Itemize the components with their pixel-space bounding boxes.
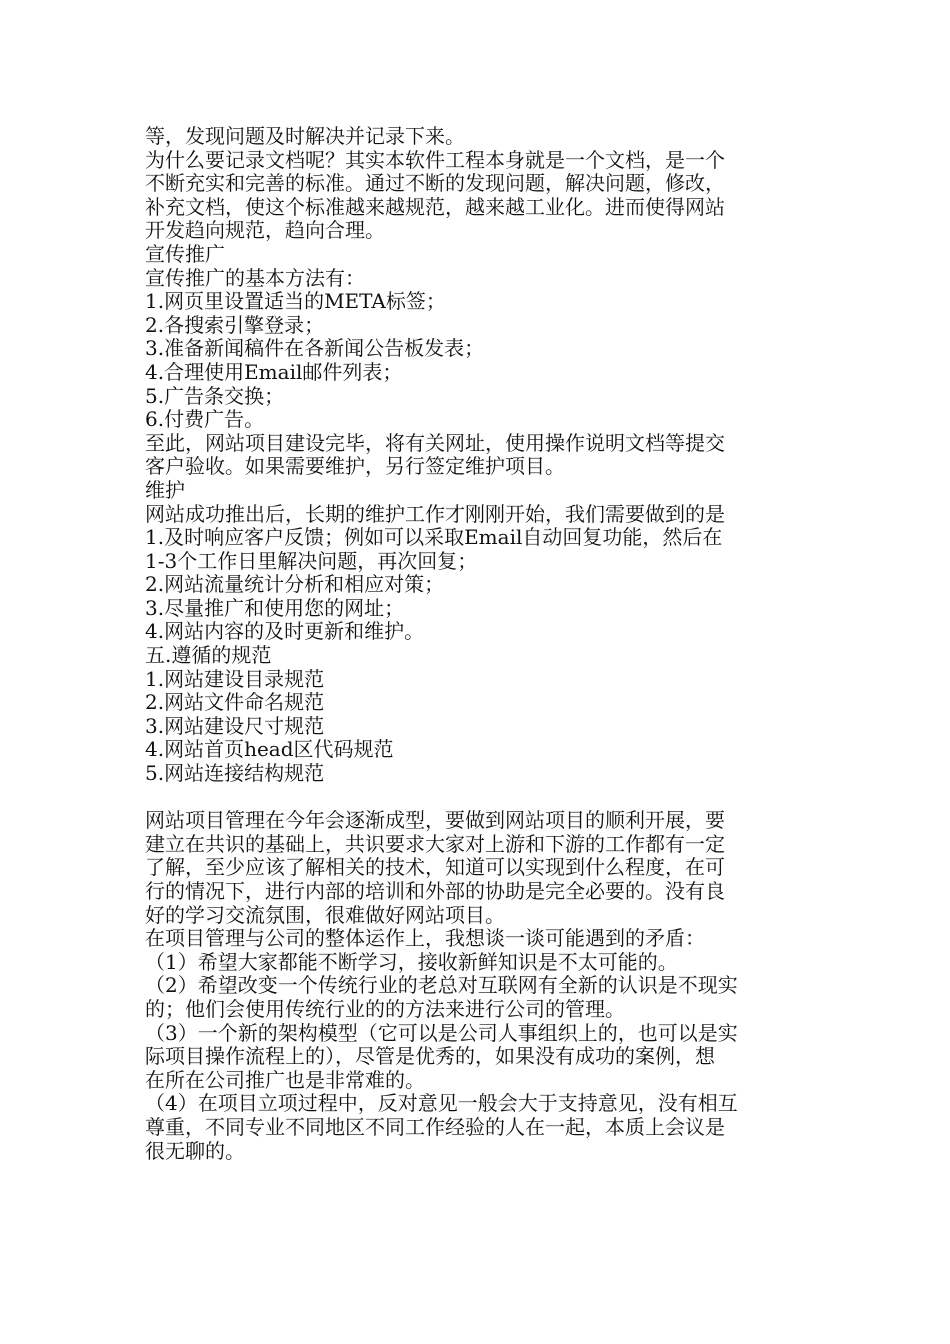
text-line: 等，发现问题及时解决并记录下来。	[145, 124, 465, 148]
list-item: 3.准备新闻稿件在各新闻公告板发表；	[145, 336, 485, 361]
text-line: 的；他们会使用传统行业的的方法来进行公司的管理。	[145, 996, 625, 1021]
list-item: 6.付费广告。	[145, 407, 265, 432]
list-item: 1.网页里设置适当的META标签；	[145, 289, 446, 314]
list-item: 3.尽量推广和使用您的网址；	[145, 595, 405, 620]
text-line: 不断充实和完善的标准。通过不断的发现问题，解决问题，修改，	[145, 171, 725, 196]
text-line: 在所在公司推广也是非常难的。	[145, 1067, 425, 1092]
text-line: 补充文档，使这个标准越来越规范，越来越工业化。进而使得网站	[145, 194, 725, 219]
text-line: 尊重，不同专业不同地区不同工作经验的人在一起，本质上会议是	[145, 1114, 725, 1139]
list-item: 1-3个工作日里解决问题，再次回复；	[145, 548, 478, 573]
document-body	[145, 125, 810, 1163]
list-item: 5.网站连接结构规范	[145, 761, 325, 786]
list-item: 1.及时响应客户反馈；例如可以采取Email自动回复功能，然后在	[145, 525, 723, 550]
list-item: 2.各搜索引擎登录；	[145, 312, 325, 337]
list-item: 2.网站流量统计分析和相应对策；	[145, 572, 445, 597]
list-item: 3.网站建设尺寸规范	[145, 713, 325, 738]
list-item: （3）一个新的架构模型（它可以是公司人事组织上的，也可以是实	[145, 1020, 738, 1045]
text-line: 至此，网站项目建设完毕，将有关网址，使用操作说明文档等提交	[145, 430, 725, 455]
list-item: 4.网站首页head区代码规范	[145, 737, 394, 762]
list-item: 5.广告条交换；	[145, 383, 285, 408]
section-heading: 宣传推广	[145, 241, 225, 266]
list-item: （2）希望改变一个传统行业的老总对互联网有全新的认识是不现实	[145, 973, 738, 998]
text-line: 在项目管理与公司的整体运作上，我想谈一谈可能遇到的矛盾：	[145, 926, 705, 951]
text-line: 开发趋向规范，趋向合理。	[145, 218, 385, 243]
section-heading: 五.遵循的规范	[145, 643, 272, 668]
text-line: 行的情况下，进行内部的培训和外部的协助是完全必要的。没有良	[145, 879, 725, 903]
text-line: 客户验收。如果需要维护，另行签定维护项目。	[145, 454, 565, 479]
text-line: 了解，至少应该了解相关的技术，知道可以实现到什么程度，在可	[145, 855, 725, 880]
list-item: 2.网站文件命名规范	[145, 690, 325, 715]
text-line: 际项目操作流程上的），尽管是优秀的，如果没有成功的案例，想	[145, 1044, 715, 1069]
list-item: （4）在项目立项过程中，反对意见一般会大于支持意见，没有相互	[145, 1091, 738, 1116]
text-line: 为什么要记录文档呢？其实本软件工程本身就是一个文档，是一个	[145, 147, 725, 172]
text-line: 网站成功推出后，长期的维护工作才刚刚开始，我们需要做到的是	[145, 501, 725, 526]
text-line: 网站项目管理在今年会逐渐成型，要做到网站项目的顺利开展，要	[145, 808, 725, 833]
text-line: 很无聊的。	[145, 1138, 245, 1163]
text-line: 宣传推广的基本方法有：	[145, 265, 365, 290]
list-item: 1.网站建设目录规范	[145, 666, 325, 691]
text-line: 建立在共识的基础上，共识要求大家对上游和下游的工作都有一定	[145, 831, 725, 856]
blank-line	[145, 786, 810, 810]
list-item: 4.网站内容的及时更新和维护。	[145, 619, 425, 644]
list-item: 4.合理使用Email邮件列表；	[145, 359, 403, 384]
text-line: 好的学习交流氛围，很难做好网站项目。	[145, 902, 505, 927]
section-heading: 维护	[145, 477, 185, 502]
list-item: （1）希望大家都能不断学习，接收新鲜知识是不太可能的。	[145, 949, 678, 974]
